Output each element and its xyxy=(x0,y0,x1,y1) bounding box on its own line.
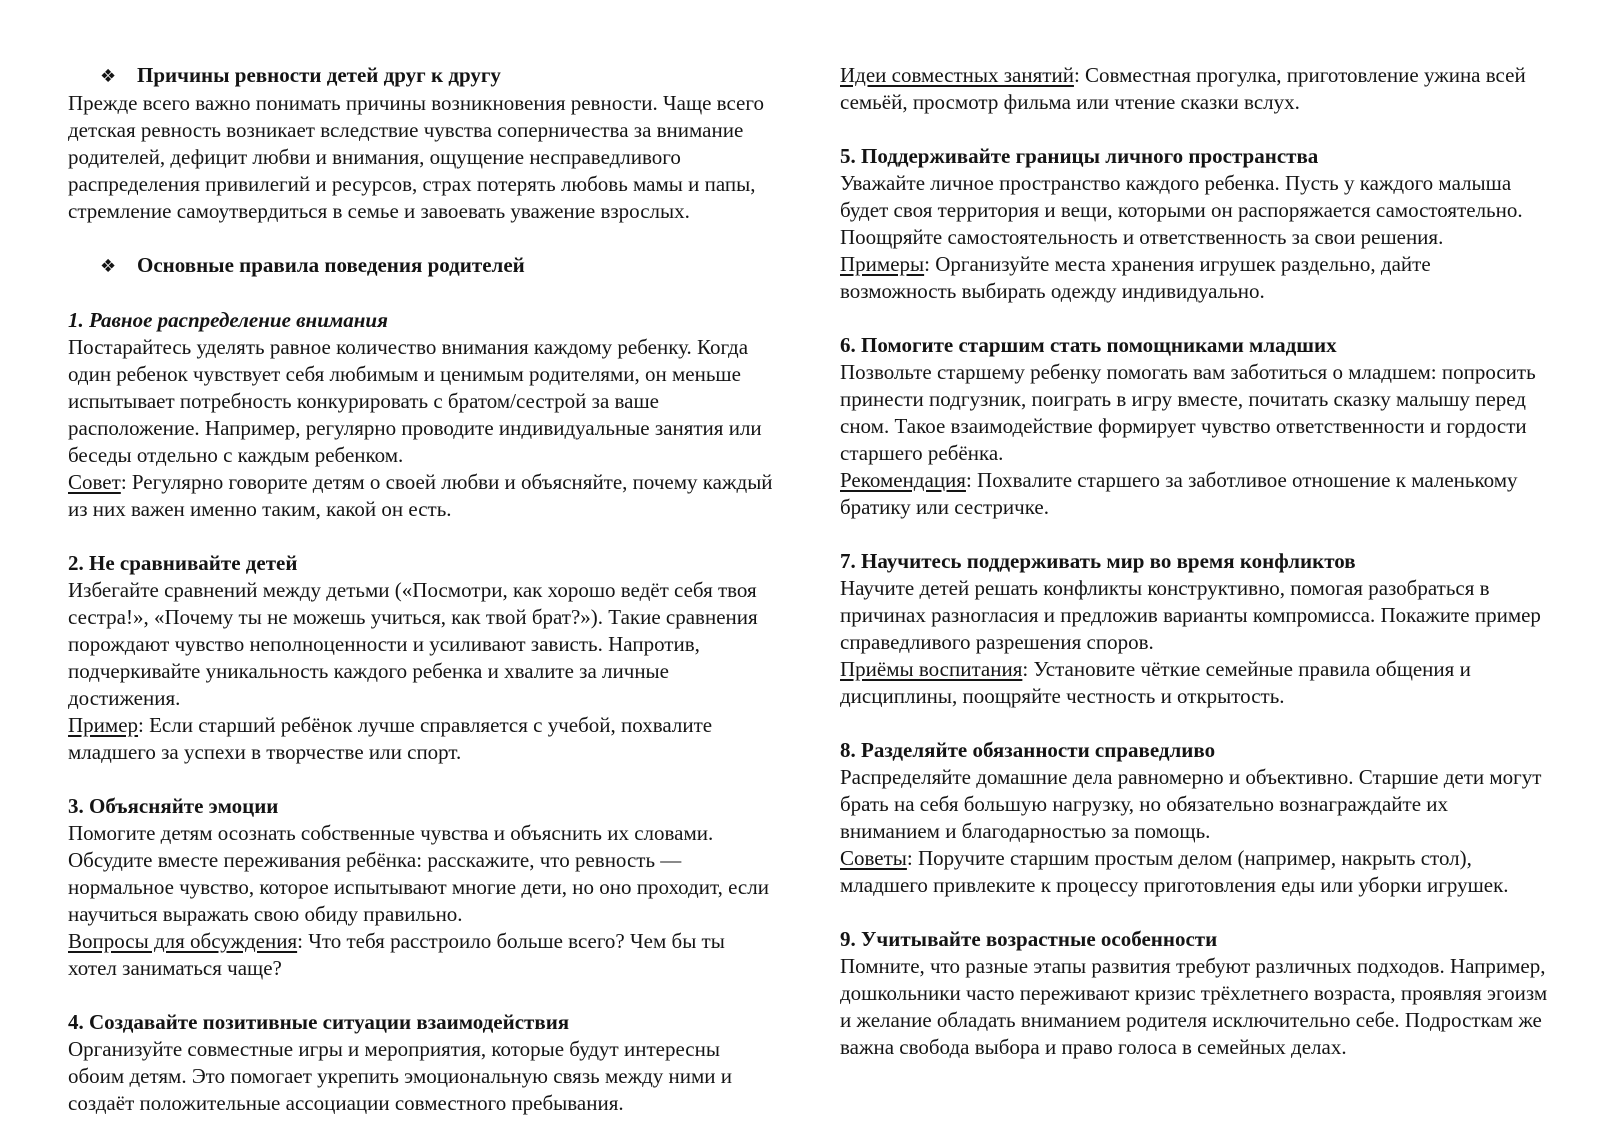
section-heading xyxy=(68,252,776,280)
rule-body: Уважайте личное пространство каждого ребенка. Пусть у каждого малыша будет своя территория и вещи, которыми он распоряжается самостоятельно. Поощряйте самостоятельность и ответственность за свои решения. xyxy=(840,171,1523,249)
rule-note xyxy=(840,656,1548,710)
rule-heading: 7. Научитесь поддерживать мир во время конфликтов xyxy=(840,549,1356,573)
section-rule-6 xyxy=(840,332,1548,521)
section-heading-text: Основные правила поведения родителей xyxy=(137,253,525,277)
note-label: Вопросы для обсуждения xyxy=(68,929,298,953)
rule-heading: 9. Учитывайте возрастные особенности xyxy=(840,927,1218,951)
rule-body: Распределяйте домашние дела равномерно и объективно. Старшие дети могут брать на себя большую нагрузку, но обязательно вознаграждайте их вниманием и благодарностью за помощь. xyxy=(840,765,1542,843)
rule-body: Организуйте совместные игры и мероприятия, которые будут интересны обоим детям. Это помогает укрепить эмоциональную связь между ними и создаёт положительные ассоциации совместного пребывания. xyxy=(68,1037,733,1115)
note-text: : Установите чёткие семейные правила общения и дисциплины, поощряйте честность и открытость. xyxy=(840,657,1471,708)
note-label: Рекомендация xyxy=(840,468,966,492)
right-column xyxy=(840,62,1548,1111)
rule-heading: 3. Объясняйте эмоции xyxy=(68,794,279,818)
section-rule-7 xyxy=(840,548,1548,710)
note-text: : Поручите старшим простым делом (например, накрыть стол), младшего привлеките к процессу приготовления еды или уборки игрушек. xyxy=(840,846,1509,897)
left-column xyxy=(68,62,776,1115)
rule-heading: 4. Создавайте позитивные ситуации взаимодействия xyxy=(68,1010,570,1034)
rule-note xyxy=(68,928,776,982)
section-rule-4 xyxy=(68,1009,776,1117)
note-text: : Что тебя расстроило больше всего? Чем бы ты хотел заниматься чаще? xyxy=(68,929,725,980)
note-label: Советы xyxy=(840,846,907,870)
note-text: : Если старший ребёнок лучше справляется с учебой, похвалите младшего за успехи в творчестве или спорт. xyxy=(68,713,713,764)
rule-body: Постарайтесь уделять равное количество внимания каждому ребенку. Когда один ребенок чувствует себя любимым и ценимым родителями, он меньше испытывает потребность конкурировать с братом/сестрой за ваше расположение. Например, регулярно проводите индивидуальные занятия или беседы отдельно с каждым ребенком. xyxy=(68,335,762,467)
rule-heading: 6. Помогите старшим стать помощниками младших xyxy=(840,333,1337,357)
rule-body: Научите детей решать конфликты конструктивно, помогая разобраться в причинах разногласия и предложив варианты компромисса. Покажите пример справедливого разрешения споров. xyxy=(840,576,1541,654)
note-text: : Организуйте места хранения игрушек раздельно, дайте возможность выбирать одежду индивидуально. xyxy=(840,252,1431,303)
note-label: Пример xyxy=(68,713,139,737)
section-heading-text: Причины ревности детей друг к другу xyxy=(137,63,501,87)
rule-body: Помогите детям осознать собственные чувства и объяснить их словами. Обсудите вместе переживания ребёнка: расскажите, что ревность — нормальное чувство, которое испытывают многие дети, но оно проходит, если научиться выражать свою обиду правильно. xyxy=(68,821,769,926)
rule-body: Избегайте сравнений между детьми («Посмотри, как хорошо ведёт себя твоя сестра!», «Почему ты не можешь учиться, как твой брат?»). Такие сравнения порождают чувство неполноценности и усиливают зависть. Напротив, подчеркивайте уникальность каждого ребенка и хвалите за личные достижения. xyxy=(68,578,758,710)
section-rule-9 xyxy=(840,926,1548,1061)
note-text: : Совместная прогулка, приготовление ужина всей семьёй, просмотр фильма или чтение сказки вслух. xyxy=(840,63,1526,114)
rule-heading: 1. Равное распределение внимания xyxy=(68,308,388,332)
section-heading xyxy=(68,62,776,90)
rule-heading: 5. Поддерживайте границы личного пространства xyxy=(840,144,1319,168)
rule-note xyxy=(840,251,1548,305)
rule-heading: 2. Не сравнивайте детей xyxy=(68,551,298,575)
section-rule-5 xyxy=(840,143,1548,305)
note-label: Совет xyxy=(68,470,121,494)
section-jealousy-causes xyxy=(68,62,776,225)
section-rule-8 xyxy=(840,737,1548,899)
section-rule-2 xyxy=(68,550,776,766)
note-text: : Регулярно говорите детям о своей любви и объясняйте, почему каждый из них важен именно таким, какой он есть. xyxy=(68,470,773,521)
rule-note xyxy=(68,712,776,766)
section-rule-3 xyxy=(68,793,776,982)
section-rule-1 xyxy=(68,307,776,523)
rule-note xyxy=(840,62,1548,116)
rule-note xyxy=(68,469,776,523)
rule-body: Позвольте старшему ребенку помогать вам заботиться о младшем: попросить принести подгузник, поиграть в игру вместе, почитать сказку малышу перед сном. Такое взаимодействие формирует чувство ответственности и гордости старшего ребёнка. xyxy=(840,360,1536,465)
rule-body: Помните, что разные этапы развития требуют различных подходов. Например, дошкольники часто переживают кризис трёхлетнего возраста, проявляя эгоизм и желание обладать вниманием родителя исключительно себе. Подросткам же важна свобода выбора и право голоса в семейных делах. xyxy=(840,954,1548,1059)
rule-note xyxy=(840,845,1548,899)
diamond-bullet-icon: ❖ xyxy=(100,66,117,87)
rule-note xyxy=(840,467,1548,521)
note-label: Примеры xyxy=(840,252,925,276)
diamond-bullet-icon: ❖ xyxy=(100,256,117,277)
note-label: Идеи совместных занятий xyxy=(840,63,1074,87)
note-text: : Похвалите старшего за заботливое отношение к маленькому братику или сестричке. xyxy=(840,468,1518,519)
section-rule-4-continuation xyxy=(840,62,1548,116)
section-parent-rules-heading xyxy=(68,252,776,280)
rule-heading: 8. Разделяйте обязанности справедливо xyxy=(840,738,1216,762)
section-body: Прежде всего важно понимать причины возникновения ревности. Чаще всего детская ревность возникает вследствие чувства соперничества за внимание родителей, дефицит любви и внимания, ощущение несправедливого распределения привилегий и ресурсов, страх потерять любовь мамы и папы, стремление самоутвердиться в семье и завоевать уважение взрослых. xyxy=(68,91,764,223)
note-label: Приёмы воспитания xyxy=(840,657,1023,681)
